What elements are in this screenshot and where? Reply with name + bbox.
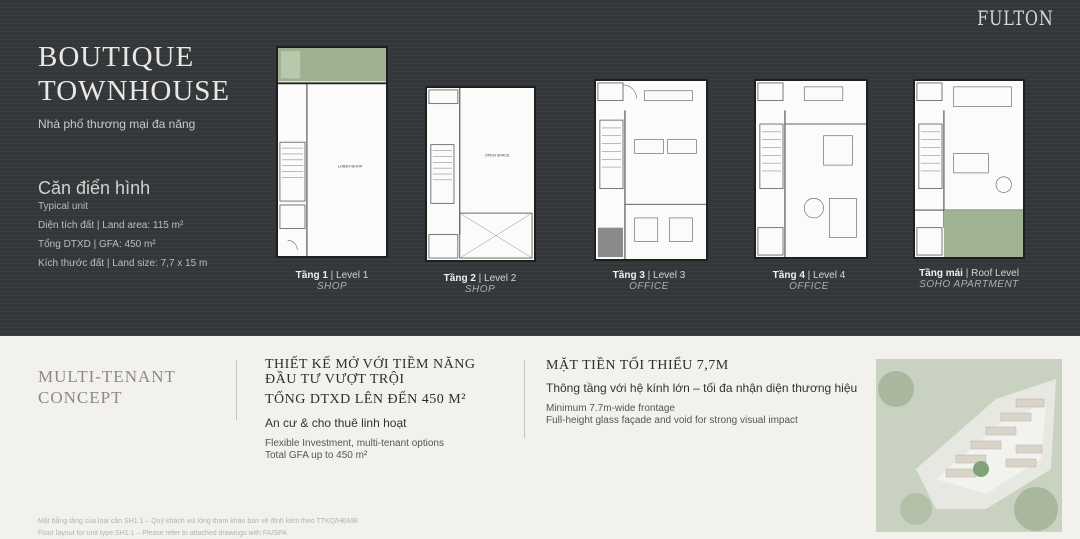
level-caption-roof — [894, 268, 1044, 290]
concept-line-1: MULTI-TENANT — [38, 367, 176, 386]
level-vn-name: Tầng 1 — [295, 270, 328, 281]
level-use: OFFICE — [789, 281, 829, 292]
title-line-1: BOUTIQUE — [38, 41, 195, 73]
divider — [524, 360, 525, 438]
floor-plan-level-4 — [754, 79, 868, 259]
level-en-name: | Level 4 — [804, 270, 846, 281]
level-use: SHOP — [464, 284, 496, 295]
unit-subtitle: Typical unit — [38, 201, 89, 212]
level-caption-4 — [734, 270, 884, 292]
level-caption-1 — [257, 270, 407, 292]
brand-logo: FULTON — [977, 6, 1054, 30]
divider — [236, 360, 237, 420]
site-map-image — [876, 359, 1062, 532]
spec-land-size: Kích thước đất | Land size: 7,7 x 15 m — [38, 258, 208, 269]
concept-line-2: CONCEPT — [38, 388, 123, 407]
unit-title: Căn điển hình — [38, 178, 151, 198]
feature-vn-text: Thông tầng với hệ kính lớn – tối đa nhận diện thương hiệu — [546, 381, 858, 395]
feature-gfa-heading: TỔNG DTXD LÊN ĐẾN 450 M² — [265, 392, 466, 407]
page-subtitle: Nhà phố thương mại đa năng — [38, 117, 196, 131]
level-vn-name: Tầng 4 — [772, 270, 805, 281]
svg-text:OPEN SPACE: OPEN SPACE — [484, 152, 510, 158]
floor-plan-level-3 — [594, 79, 708, 261]
feature-en-line-1: Minimum 7.7m-wide frontage — [546, 403, 675, 414]
level-caption-2 — [405, 273, 555, 295]
level-vn-name: Tầng 2 — [443, 273, 476, 284]
floor-plan-level-1 — [276, 46, 388, 258]
level-caption-3 — [574, 270, 724, 292]
feature-en-line-1: Flexible Investment, multi-tenant options — [265, 438, 444, 449]
title-line-2: TOWNHOUSE — [38, 75, 231, 107]
footnote-en: Floor layout for unit type SH1.1 – Please refer to attached drawings with FA/SPA — [38, 530, 287, 537]
level-use: OFFICE — [629, 281, 669, 292]
feature-open-design — [265, 357, 515, 462]
level-use: SHOP — [316, 281, 348, 292]
feature-en-line-2: Total GFA up to 450 m² — [265, 450, 368, 461]
level-en-name: | Level 2 — [475, 273, 517, 284]
level-vn-name: Tầng 3 — [612, 270, 645, 281]
feature-heading: MẶT TIỀN TỐI THIỂU 7,7M — [546, 358, 729, 373]
floor-plan-roof-level — [913, 79, 1025, 259]
footnote-vn: Mặt bằng tầng của loại căn SH1.1 – Quý khách vui lòng tham khảo bản vẽ đính kèm theo TTKQ/HĐMB — [38, 518, 358, 525]
level-en-name: | Level 3 — [644, 270, 686, 281]
svg-text:LOBBY/SHOP: LOBBY/SHOP — [337, 163, 363, 169]
feature-en-line-2: Full-height glass façade and void for strong visual impact — [546, 415, 798, 426]
concept-title — [38, 366, 176, 408]
feature-heading-line-1: THIẾT KẾ MỞ VỚI TIỀM NĂNG — [265, 357, 476, 372]
feature-heading — [265, 357, 515, 387]
feature-heading-line-2: ĐẦU TƯ VƯỢT TRỘI — [265, 372, 405, 387]
level-vn-name: Tầng mái — [919, 268, 963, 279]
level-use: SOHO APARTMENT — [919, 279, 1019, 290]
spec-land-area: Diện tích đất | Land area: 115 m² — [38, 220, 184, 231]
level-en-name: | Level 1 — [327, 270, 369, 281]
feature-frontage — [546, 358, 866, 427]
floor-plan-level-2 — [425, 86, 536, 262]
page-title — [38, 40, 230, 108]
feature-vn-text: An cư & cho thuê linh hoạt — [265, 416, 407, 430]
spec-gfa: Tổng DTXD | GFA: 450 m² — [38, 239, 156, 250]
level-en-name: | Roof Level — [962, 268, 1019, 279]
